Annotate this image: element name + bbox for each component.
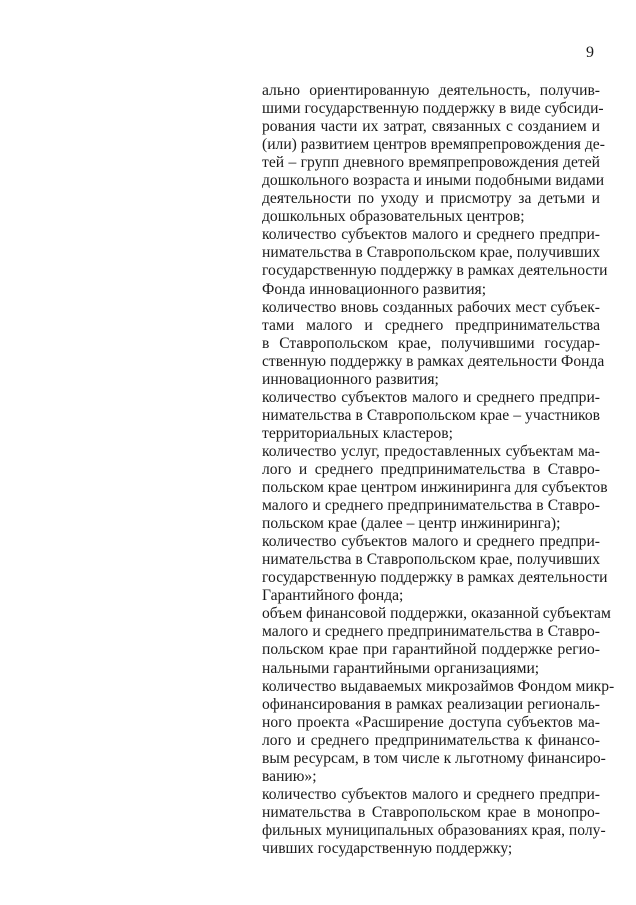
text-line: ного проекта «Расширение доступа субъектов ма- <box>262 713 600 731</box>
text-line: ванию»; <box>262 767 317 785</box>
text-line: нимательства в Ставропольском крае – участников <box>262 406 600 424</box>
text-line: деятельности по уходу и присмотру за детьми и <box>262 190 600 208</box>
text-line: лого и среднего предпринимательства к финансо- <box>262 731 600 749</box>
text-line: инновационного развития; <box>262 370 439 388</box>
text-line: Гарантийного фонда; <box>262 587 404 605</box>
text-line: Фонда инновационного развития; <box>262 280 487 298</box>
text-line: польском крае центром инжиниринга для субъектов <box>262 479 608 497</box>
text-line: государственную поддержку в рамках деятельности <box>262 569 608 587</box>
text-line: тами малого и среднего предпринимательства <box>262 316 600 334</box>
text-line: ально ориентированную деятельность, получив- <box>262 82 600 99</box>
text-line: количество услуг, предоставленных субъектам ма- <box>262 442 600 460</box>
text-line: количество субъектов малого и среднего предпри- <box>262 533 600 551</box>
body-text <box>262 82 615 858</box>
text-line: малого и среднего предпринимательства в Ставро- <box>262 497 600 515</box>
text-line: рования части их затрат, связанных с созданием и <box>262 118 600 136</box>
text-line: объем финансовой поддержки, оказанной субъектам <box>262 605 611 623</box>
text-line: нимательства в Ставропольском крае в монопро- <box>262 803 600 821</box>
text-line: фильных муниципальных образованиях края, полу- <box>262 821 606 839</box>
page-number: 9 <box>586 44 594 61</box>
text-line: дошкольного возраста и иными подобными видами <box>262 172 605 190</box>
text-line: нальными гарантийными организациями; <box>262 659 540 677</box>
text-line: (или) развитием центров времяпрепровождения де- <box>262 136 605 154</box>
text-line: лого и среднего предпринимательства в Ставро- <box>262 460 600 478</box>
text-line: количество субъектов малого и среднего предпри- <box>262 226 600 244</box>
text-line: нимательства в Ставропольском крае, получивших <box>262 551 600 569</box>
text-line: территориальных кластеров; <box>262 424 453 442</box>
text-line: вым ресурсам, в том числе к льготному финансиро- <box>262 749 606 767</box>
text-line: ственную поддержку в рамках деятельности Фонда <box>262 352 605 370</box>
text-line: польском крае (далее – центр инжиниринга); <box>262 515 561 533</box>
text-line: количество вновь созданных рабочих мест субъек- <box>262 298 600 316</box>
text-line: государственную поддержку в рамках деятельности <box>262 262 608 280</box>
text-line: количество субъектов малого и среднего предпри- <box>262 785 600 803</box>
text-line: количество субъектов малого и среднего предпри- <box>262 388 600 406</box>
text-line: польском крае при гарантийной поддержке регио- <box>262 641 600 659</box>
text-line: в Ставропольском крае, получившими государ- <box>262 334 600 352</box>
text-line: дошкольных образовательных центров; <box>262 208 525 226</box>
text-line: малого и среднего предпринимательства в Ставро- <box>262 623 600 641</box>
text-line: нимательства в Ставропольском крае, получивших <box>262 244 600 262</box>
text-line: количество выдаваемых микрозаймов Фондом микр- <box>262 677 615 695</box>
text-line: тей – групп дневного времяпрепровождения детей <box>262 154 600 172</box>
text-line: чивших государственную поддержку; <box>262 839 513 857</box>
text-line: офинансирования в рамках реализации региональ- <box>262 695 600 713</box>
text-line: шими государственную поддержку в виде субсиди- <box>262 100 604 118</box>
